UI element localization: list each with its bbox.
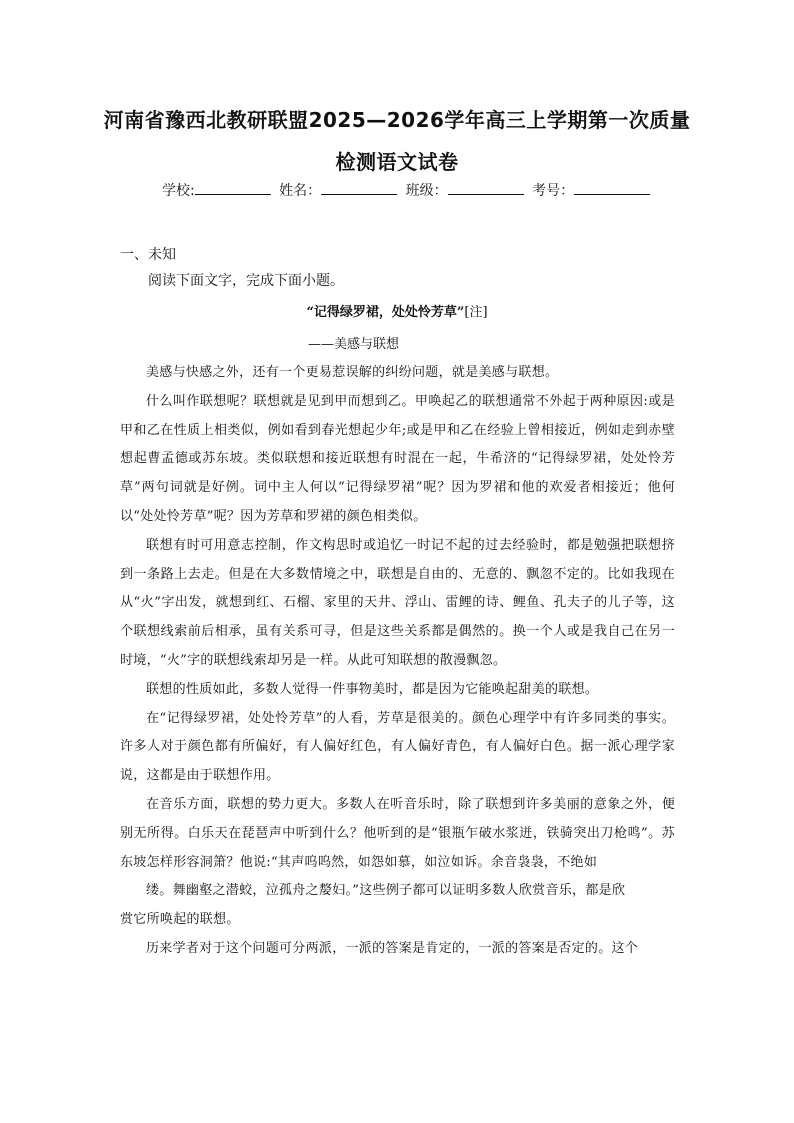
paragraph: 联想有时可用意志控制，作文构思时或追忆一时记不起的过去经验时，都是勉强把联想挤到一条路上去走。但是在大多数情境之中，联想是自由的、无意的、飘忽不定的。比如我现在从“火”字出发，就想到红、石榴、家里的天井、浮山、雷鲤的诗、鲤鱼、孔夫子的儿子等，这个联想线索前后相承，虽有关系可寻，但是这些关系都是偶然的。换一个人或是我自己在另一时境，“火”字的联想线索却另是一样。从此可知联想的散漫飘忽。 [120,537,675,668]
paragraph: 缕。舞幽壑之潜蛟，泣孤舟之嫠妇。”这些例子都可以证明多数人欣赏音乐，都是欣 [146,883,626,899]
school-blank[interactable] [195,180,271,195]
name-blank[interactable] [321,180,397,195]
exam-title-line2: 检测语文试卷 [335,150,459,174]
school-label: 学校: [162,183,195,199]
paragraph: 什么叫作联想呢？联想就是见到甲而想到乙。甲唤起乙的联想通常不外起于两种原因:或是甲和乙在性质上相类似，例如看到春光想起少年;或是甲和乙在经验上曾相接近，例如走到赤壁想起曹孟德或苏东坡。类似联想和接近联想有时混在一起，牛希济的“记得绿罗裙，处处怜芳草”两句词就是好例。词中主人何以“记得绿罗裙”呢？因为罗裙和他的欢爱者相接近；他何以“处处怜芳草”呢？因为芳草和罗裙的颜色相类似。 [120,393,675,524]
class-label: 班级： [405,183,448,199]
paragraph: 联想的性质如此，多数人觉得一件事物美时，都是因为它能唤起甜美的联想。 [146,681,599,697]
exam-title-line1: 河南省豫西北教研联盟2025—2026学年高三上学期第一次质量 [103,108,691,132]
paragraph: 在“记得绿罗裙，处处怜芳草”的人看，芳草是很美的。颜色心理学中有许多同类的事实。许多人对于颜色都有所偏好，有人偏好红色，有人偏好青色，有人偏好白色。据一派心理学家说，这都是由于联想作用。 [120,710,675,784]
passage-title-text: “记得绿罗裙，处处怜芳草” [306,305,465,320]
exam-number-blank[interactable] [574,180,650,195]
exam-number-label: 考号： [532,183,575,199]
class-blank[interactable] [448,180,524,195]
paragraph: 在音乐方面，联想的势力更大。多数人在听音乐时，除了联想到许多美丽的意象之外，便别无所得。白乐天在琵琶声中听到什么？他听到的是“银瓶乍破水浆迸，铁骑突出刀枪鸣”。苏东坡怎样形容洞箫？他说:“其声呜呜然，如怨如慕，如泣如诉。余音袅袅，不绝如 [120,796,675,870]
passage-title-note: [注] [464,305,488,320]
paragraph: 历来学者对于这个问题可分两派，一派的答案是肯定的，一派的答案是否定的。这个 [146,940,639,956]
paragraph: 美感与快感之外，还有一个更易惹误解的纠纷问题，就是美感与联想。 [146,365,559,380]
student-info-row [162,180,654,200]
section-heading: 一、未知 [120,247,176,263]
passage-subtitle: ——美感与联想 [308,337,400,352]
passage-title [0,301,794,320]
passage-body [120,359,675,964]
instruction-text: 阅读下面文字，完成下面小题。 [148,273,344,289]
paragraph: 赏它所唤起的联想。 [120,912,240,928]
name-label: 姓名： [279,183,322,199]
